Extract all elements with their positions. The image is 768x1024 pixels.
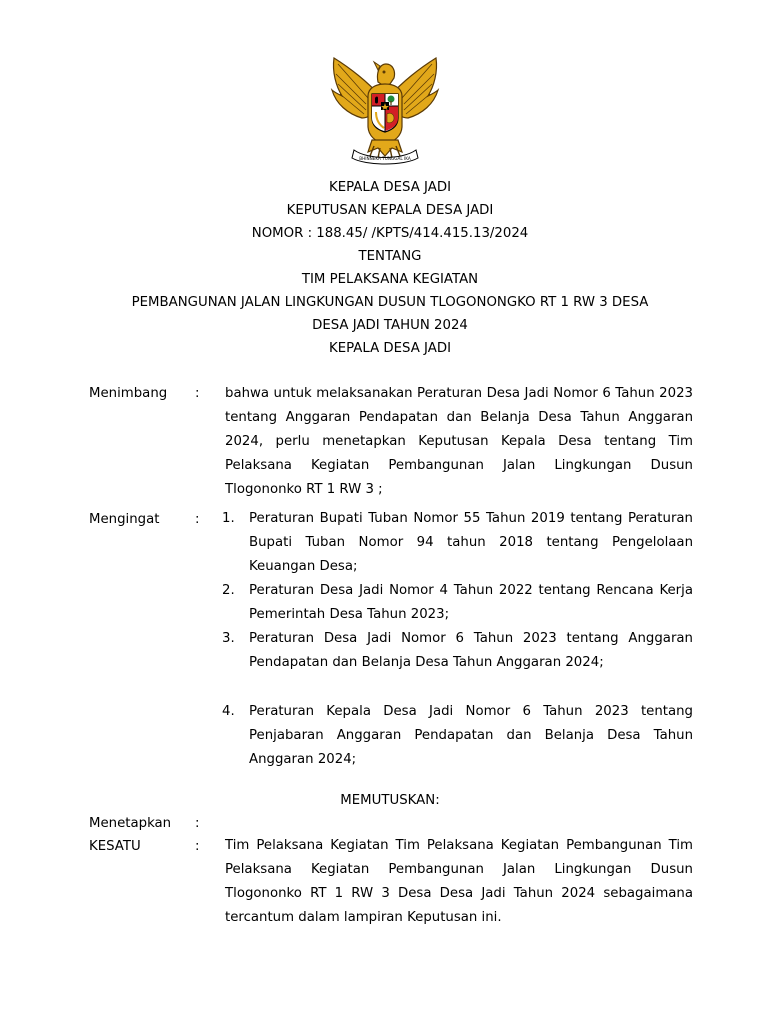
header-decree-number: NOMOR : 188.45/ /KPTS/414.415.13/2024 [251, 226, 529, 241]
kesatu-colon: : [195, 839, 200, 854]
emblem-motto-text: BHINNEKA TUNGGAL IKA [359, 156, 411, 161]
mengingat-item-number: 3. [222, 631, 235, 646]
mengingat-item-text: Peraturan Bupati Tuban Nomor 55 Tahun 2019 tentang Peraturan Bupati Tuban Nomor 94 tahun 2018 tentang Pengelolaan Keuangan Desa; [249, 511, 693, 574]
memutuskan-heading: MEMUTUSKAN: [340, 793, 440, 808]
mengingat-label: Mengingat [89, 512, 160, 527]
mengingat-item-number: 4. [222, 704, 235, 719]
menimbang-text: bahwa untuk melaksanakan Peraturan Desa Jadi Nomor 6 Tahun 2023 tentang Anggaran Pendapatan dan Belanja Desa Tahun Anggaran 2024, perlu menetapkan Keputusan Kepala Desa tentang Tim Pelaksana Kegiatan Pembangunan Jalan Lingkungan Dusun Tlogononko RT 1 RW 3 ; [225, 386, 693, 497]
mengingat-item-text: Peraturan Desa Jadi Nomor 6 Tahun 2023 tentang Anggaran Pendapatan dan Belanja Desa Tahun Anggaran 2024; [249, 631, 693, 670]
header-subject-line-1: TIM PELAKSANA KEGIATAN [301, 272, 479, 287]
header-office-title: KEPALA DESA JADI [328, 180, 452, 195]
header-issuer: KEPALA DESA JADI [328, 341, 452, 356]
menetapkan-label: Menetapkan [89, 816, 172, 831]
kesatu-text: Tim Pelaksana Kegiatan Tim Pelaksana Kegiatan Pembangunan Tim Pelaksana Kegiatan Pembangunan Jalan Lingkungan Dusun Tlogononko RT 1 RW 3 Desa Desa Jadi Tahun 2024 sebagaimana tercantum dalam lampiran Keputusan ini. [225, 838, 693, 925]
mengingat-item-text: Peraturan Kepala Desa Jadi Nomor 6 Tahun 2023 tentang Penjabaran Anggaran Pendapatan dan Belanja Desa Tahun Anggaran 2024; [249, 704, 693, 767]
header-subject-line-3: DESA JADI TAHUN 2024 [312, 318, 468, 333]
header-subject-line-2: PEMBANGUNAN JALAN LINGKUNGAN DUSUN TLOGONONGKO RT 1 RW 3 DESA [131, 295, 649, 310]
mengingat-item-number: 2. [222, 583, 235, 598]
garuda-pancasila-emblem-icon [328, 52, 442, 168]
menimbang-label: Menimbang [89, 386, 168, 401]
header-decree-title: KEPUTUSAN KEPALA DESA JADI [286, 203, 494, 218]
kesatu-label: KESATU [89, 839, 141, 854]
mengingat-colon: : [195, 512, 200, 527]
mengingat-item-number: 1. [222, 511, 235, 526]
header-about: TENTANG [358, 249, 422, 264]
mengingat-item-text: Peraturan Desa Jadi Nomor 4 Tahun 2022 tentang Rencana Kerja Pemerintah Desa Tahun 2023; [249, 583, 693, 622]
menimbang-colon: : [195, 386, 200, 401]
menetapkan-colon: : [195, 816, 200, 831]
